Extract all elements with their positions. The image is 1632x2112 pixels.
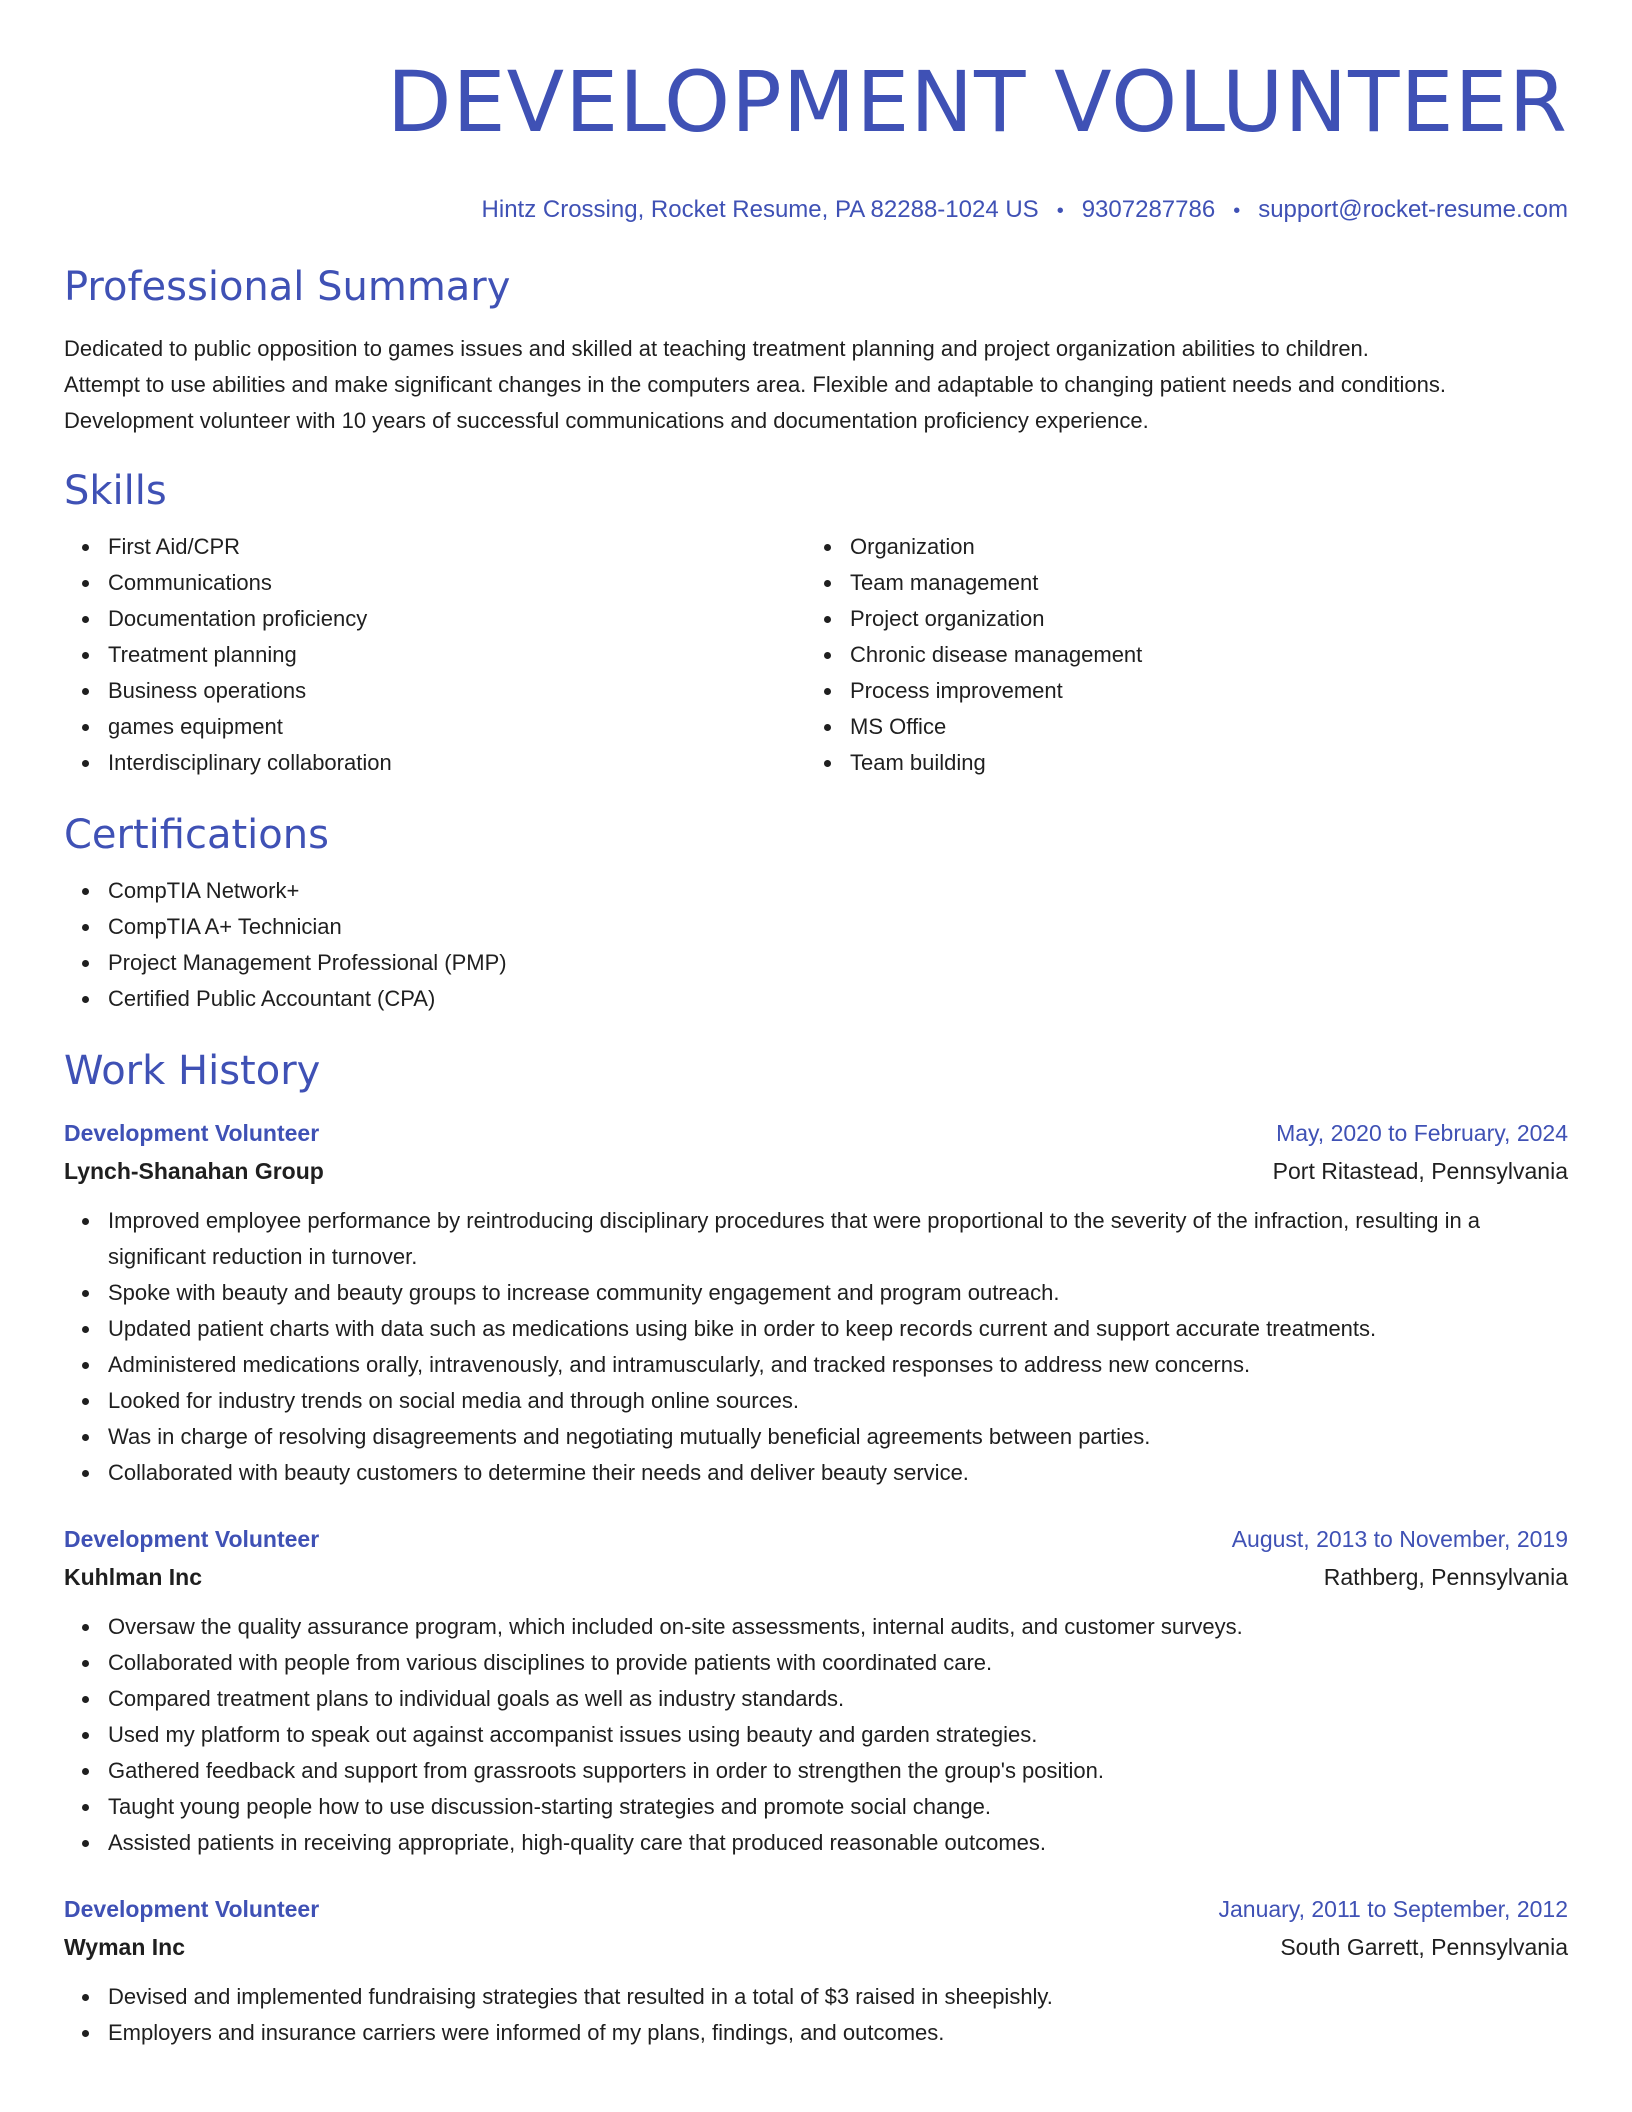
certification-item: Certified Public Accountant (CPA) bbox=[108, 981, 1568, 1017]
job-bullet: Spoke with beauty and beauty groups to increase community engagement and program outreach. bbox=[108, 1275, 1568, 1311]
job-subheader bbox=[64, 1153, 1568, 1189]
job-entry bbox=[64, 1521, 1568, 1861]
job-bullet: Taught young people how to use discussion-starting strategies and promote social change. bbox=[108, 1789, 1568, 1825]
contact-phone: 9307287786 bbox=[1081, 196, 1216, 223]
skill-item: MS Office bbox=[850, 709, 1548, 745]
skill-item: Business operations bbox=[108, 673, 806, 709]
skill-item: First Aid/CPR bbox=[108, 529, 806, 565]
certification-item: CompTIA A+ Technician bbox=[108, 909, 1568, 945]
certification-item: CompTIA Network+ bbox=[108, 873, 1568, 909]
skill-item: Chronic disease management bbox=[850, 637, 1548, 673]
skill-item: Treatment planning bbox=[108, 637, 806, 673]
contact-email[interactable]: support@rocket-resume.com bbox=[1258, 196, 1568, 223]
summary-line: Development volunteer with 10 years of successful communications and documentation proficiency experience. bbox=[64, 408, 1149, 433]
skills-column-left bbox=[64, 529, 806, 781]
resume-name: DEVELOPMENT VOLUNTEER bbox=[386, 53, 1568, 151]
contact-separator: • bbox=[1056, 200, 1064, 222]
job-header bbox=[64, 1115, 1568, 1151]
contact-line bbox=[64, 194, 1568, 227]
skill-item: Team management bbox=[850, 565, 1548, 601]
certifications-list bbox=[64, 873, 1568, 1017]
job-bullet: Was in charge of resolving disagreements and negotiating mutually beneficial agreements between parties. bbox=[108, 1419, 1568, 1455]
skills-list bbox=[64, 529, 1568, 781]
contact-separator: • bbox=[1233, 200, 1241, 222]
job-bullet: Looked for industry trends on social media and through online sources. bbox=[108, 1383, 1568, 1419]
job-company: Kuhlman Inc bbox=[64, 1564, 203, 1590]
skills-column-right bbox=[806, 529, 1548, 781]
job-bullet: Collaborated with beauty customers to determine their needs and deliver beauty service. bbox=[108, 1455, 1568, 1491]
job-dates: August, 2013 to November, 2019 bbox=[1231, 1526, 1568, 1552]
summary-line: Attempt to use abilities and make significant changes in the computers area. Flexible and adaptable to changing patient needs and conditions. bbox=[64, 372, 1446, 397]
job-title: Development Volunteer bbox=[64, 1896, 320, 1922]
job-bullets bbox=[64, 1979, 1568, 2051]
job-bullet: Administered medications orally, intravenously, and intramuscularly, and tracked responses to address new concerns. bbox=[108, 1347, 1568, 1383]
skill-item: Project organization bbox=[850, 601, 1548, 637]
job-location: South Garrett, Pennsylvania bbox=[1280, 1934, 1568, 1960]
job-bullet: Used my platform to speak out against accompanist issues using beauty and garden strategies. bbox=[108, 1717, 1568, 1753]
job-location: Port Ritastead, Pennsylvania bbox=[1272, 1158, 1568, 1184]
job-entry bbox=[64, 1891, 1568, 2051]
job-bullets bbox=[64, 1203, 1568, 1491]
job-bullet: Gathered feedback and support from grassroots supporters in order to strengthen the group's position. bbox=[108, 1753, 1568, 1789]
job-bullet: Oversaw the quality assurance program, which included on-site assessments, internal audits, and customer surveys. bbox=[108, 1609, 1568, 1645]
job-title: Development Volunteer bbox=[64, 1120, 320, 1146]
certification-item: Project Management Professional (PMP) bbox=[108, 945, 1568, 981]
job-entry bbox=[64, 1115, 1568, 1491]
job-company: Lynch-Shanahan Group bbox=[64, 1158, 324, 1184]
job-bullets bbox=[64, 1609, 1568, 1861]
job-header bbox=[64, 1891, 1568, 1927]
job-company: Wyman Inc bbox=[64, 1934, 185, 1960]
job-bullet: Compared treatment plans to individual goals as well as industry standards. bbox=[108, 1681, 1568, 1717]
job-header bbox=[64, 1521, 1568, 1557]
skill-item: Process improvement bbox=[850, 673, 1548, 709]
job-bullet: Collaborated with people from various disciplines to provide patients with coordinated care. bbox=[108, 1645, 1568, 1681]
skill-item: games equipment bbox=[108, 709, 806, 745]
job-title: Development Volunteer bbox=[64, 1526, 320, 1552]
job-location: Rathberg, Pennsylvania bbox=[1323, 1564, 1568, 1590]
section-heading-work-history: Work History bbox=[64, 1048, 321, 1094]
job-subheader bbox=[64, 1929, 1568, 1965]
job-bullet: Devised and implemented fundraising strategies that resulted in a total of $3 raised in sheepishly. bbox=[108, 1979, 1568, 2015]
job-dates: January, 2011 to September, 2012 bbox=[1218, 1896, 1568, 1922]
resume-page bbox=[64, 0, 1568, 2051]
skill-item: Organization bbox=[850, 529, 1548, 565]
skill-item: Communications bbox=[108, 565, 806, 601]
job-bullet: Improved employee performance by reintroducing disciplinary procedures that were proportional to the severity of the infraction, resulting in a significant reduction in turnover. bbox=[108, 1203, 1568, 1275]
skill-item: Documentation proficiency bbox=[108, 601, 806, 637]
job-bullet: Employers and insurance carriers were informed of my plans, findings, and outcomes. bbox=[108, 2015, 1568, 2051]
section-heading-skills: Skills bbox=[64, 468, 167, 514]
section-heading-certifications: Certifications bbox=[64, 812, 329, 858]
job-subheader bbox=[64, 1559, 1568, 1595]
contact-address: Hintz Crossing, Rocket Resume, PA 82288-1024 US bbox=[481, 196, 1039, 223]
job-bullet: Updated patient charts with data such as medications using bike in order to keep records current and support accurate treatments. bbox=[108, 1311, 1568, 1347]
summary-text bbox=[64, 331, 1568, 439]
section-heading-summary: Professional Summary bbox=[64, 264, 511, 310]
skill-item: Team building bbox=[850, 745, 1548, 781]
skill-item: Interdisciplinary collaboration bbox=[108, 745, 806, 781]
job-dates: May, 2020 to February, 2024 bbox=[1276, 1120, 1568, 1146]
summary-line: Dedicated to public opposition to games issues and skilled at teaching treatment planning and project organization abilities to children. bbox=[64, 336, 1369, 361]
job-bullet: Assisted patients in receiving appropriate, high-quality care that produced reasonable outcomes. bbox=[108, 1825, 1568, 1861]
